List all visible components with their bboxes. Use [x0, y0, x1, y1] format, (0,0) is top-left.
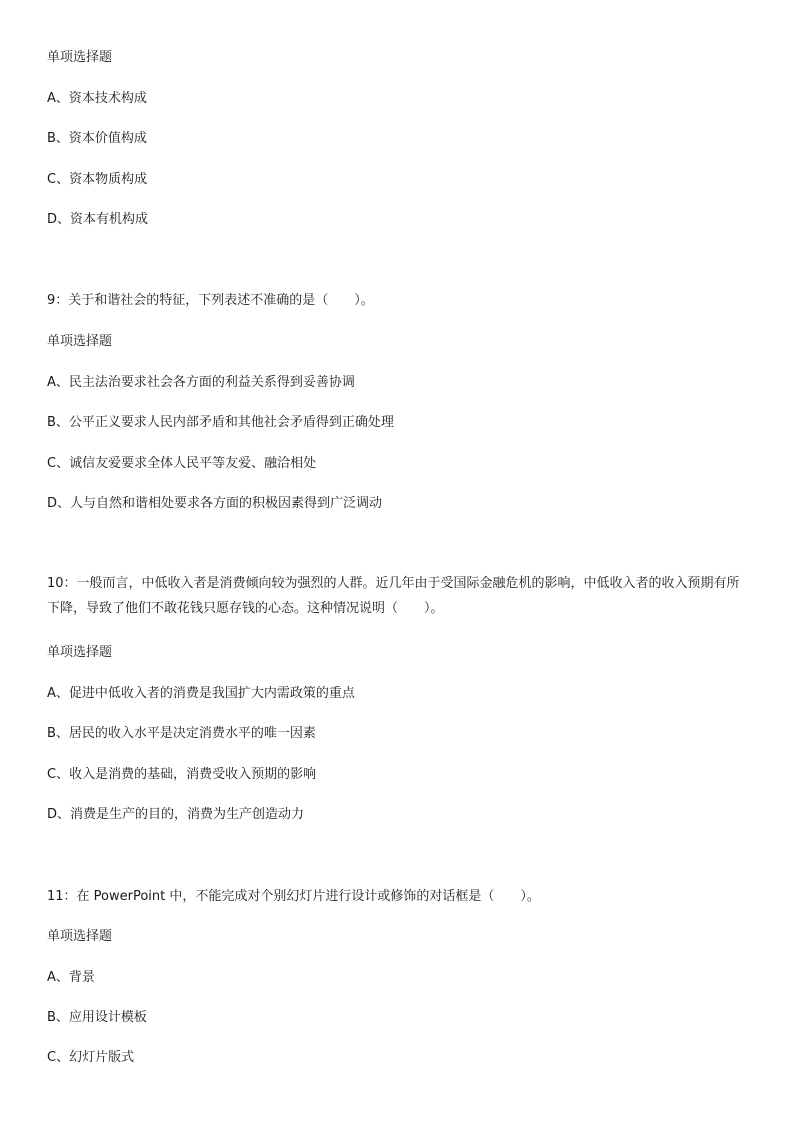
question-type-label: 单项选择题	[47, 334, 113, 349]
option-b: B、资本价值构成	[47, 131, 147, 146]
option-d: D、消费是生产的目的，消费为生产创造动力	[47, 807, 305, 822]
option-a: A、资本技术构成	[47, 91, 147, 106]
option-a: A、民主法治要求社会各方面的利益关系得到妥善协调	[47, 375, 355, 390]
question-stem-9: 9：关于和谐社会的特征，下列表述不准确的是（ ）。	[47, 293, 374, 308]
question-stem-11: 11：在 PowerPoint 中，不能完成对个别幻灯片进行设计或修饰的对话框是（ ）。	[47, 889, 540, 904]
option-c: C、资本物质构成	[47, 172, 148, 187]
question-stem-10: 10：一般而言，中低收入者是消费倾向较为强烈的人群。近几年由于受国际金融危机的影响，中低收入者的收入预期有所下降，导致了他们不敢花钱只愿存钱的心态。这种情况说明（ ）。	[47, 576, 740, 616]
question-type-label: 单项选择题	[47, 50, 113, 65]
option-d: D、人与自然和谐相处要求各方面的积极因素得到广泛调动	[47, 496, 383, 511]
option-c: C、幻灯片版式	[47, 1050, 135, 1065]
question-type-label: 单项选择题	[47, 929, 113, 944]
option-a: A、促进中低收入者的消费是我国扩大内需政策的重点	[47, 686, 355, 701]
option-c: C、诚信友爱要求全体人民平等友爱、融洽相处	[47, 456, 317, 471]
option-d: D、资本有机构成	[47, 212, 149, 227]
option-b: B、公平正义要求人民内部矛盾和其他社会矛盾得到正确处理	[47, 415, 394, 430]
option-b: B、居民的收入水平是决定消费水平的唯一因素	[47, 726, 316, 741]
option-b: B、应用设计模板	[47, 1010, 147, 1025]
option-c: C、收入是消费的基础，消费受收入预期的影响	[47, 767, 317, 782]
question-type-label: 单项选择题	[47, 645, 113, 660]
option-a: A、背景	[47, 970, 95, 985]
